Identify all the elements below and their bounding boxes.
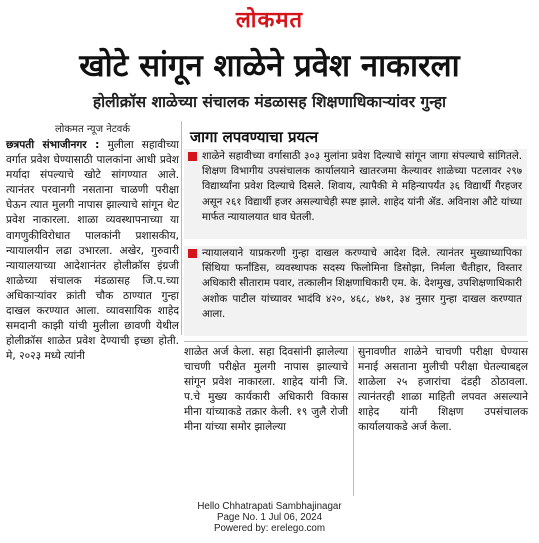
footer-page: Page No. 1 Jul 06, 2024 xyxy=(216,512,323,523)
column-divider xyxy=(181,121,182,335)
box-title: जागा लपवण्याचा प्रयत्न xyxy=(190,128,319,146)
dateline: छत्रपती संभाजीनगर : xyxy=(6,139,100,151)
section-divider xyxy=(184,341,528,342)
footer-powered: Powered by: erelego.com xyxy=(213,523,326,534)
footer xyxy=(0,501,539,534)
column-2: शाळेत अर्ज केला. सहा दिवसांनी झालेल्या चाचणी परीक्षेत मुलगी नापास झाल्याचे सांगून प्रवेश नाकारला. शाहेद यांनी जि. प.चे मुख्य कार्यकारी अधिकारी विकास मीना यांच्याकडे तक्रार केली. १९ जुलै रोजी मीना यांच्या समोर झालेल्या xyxy=(184,346,348,434)
column-divider xyxy=(353,346,354,496)
column-1-text: मुलीला सहावीच्या वर्गात प्रवेश घेण्यासाठी पालकांना आधी प्रवेश मर्यादा संपल्याचे खोटे सांगण्यात आले. त्यानंतर परवानगी नसताना चाळणी परीक्षा घेऊन त्यात मुलगी नापास झाल्याचे सांगून थेट प्रवेश नाकारला. शाळा व्यवस्थापनाच्या या वागणुकीविरोधात पालकांनी प्रशासकीय, न्यायालयीन लढा उभारला. अखेर, गुरुवारी न्यायालयाच्या आदेशानंतर होलीक्रॉस इंग्रजी शाळेच्या संचालक मंडळासह जि.प.च्या अधिकाऱ्यांवर क्रांती चौक ठाण्यात गुन्हा दाखल करण्यात आला. व्यावसायिक शाहेद समदानी काझी यांची मुलीला छावणी येथील होलीक्रॉस शाळेत प्रवेश देण्याची इच्छा होती. मे, २०२३ मध्ये त्यांनी xyxy=(6,139,179,363)
bullet-icon xyxy=(188,249,197,258)
info-box-2 xyxy=(184,246,527,336)
info-box-2-text: न्यायालयाने याप्रकरणी गुन्हा दाखल करण्याचे आदेश दिले. त्यानंतर मुख्याध्यापिका सिंथिया फर्नांडिस, व्यवस्थापक सदस्य फिलोमिना डिसोझा, निर्मला चैतीहार, विस्तार अधिकारी सीताराम पवार, तत्कालीन शिक्षणाधिकारी एम. के. देशमुख, उपशिक्षणाधिकारी अशोक पाटील यांच्यावर भादंवि ४२०, ४६८, ४७१, ३४ नुसार गुन्हा दाखल करण्यात आला. xyxy=(202,248,522,320)
column-1-body xyxy=(6,138,179,364)
info-box-1-text: शाळेने सहावीच्या वर्गासाठी ३०३ मुलांना प्रवेश दिल्याचे सांगून जागा संपल्याचे सांगितले. शिक्षण विभागीय उपसंचालक कार्यालयाने खातरजमा केल्यावर शाळेच्या पटलावर २९७ विद्यार्थ्यांना प्रवेश दिल्याचे दिसले. शिवाय, त्यापैकी मे महिन्यापर्यंत ३६ विद्यार्थी गैरहजर असून २६१ विद्यार्थी हजर असल्याचेही स्पष्ट झाले. शाहेद यांनी ॲड. अविनाश औटे यांच्या मार्फत न्यायालयात धाव घेतली. xyxy=(202,151,522,223)
subheadline: होलीक्रॉस शाळेच्या संचालक मंडळासह शिक्षणाधिकाऱ्यांवर गुन्हा xyxy=(92,93,447,111)
footer-edition: Hello Chhatrapati Sambhajinagar xyxy=(197,501,342,512)
headline: खोटे सांगून शाळेने प्रवेश नाकारला xyxy=(79,48,460,84)
masthead-logo-text: लोकमत xyxy=(235,7,304,33)
column-3: सुनावणीत शाळेने चाचणी परीक्षा घेण्यास मनाई असताना मुलीची परीक्षा घेतल्याबद्दल शाळेला २५ हजारांचा दंडही ठोठावला. त्यानंतरही शाळा माहिती लपवत असल्याने शाहेद यांनी शिक्षण उपसंचालक कार्यालयाकडे अर्ज केला. xyxy=(358,346,528,434)
column-1 xyxy=(6,121,179,364)
bullet-icon xyxy=(188,152,197,161)
byline: लोकमत न्यूज नेटवर्क xyxy=(54,124,131,135)
masthead-logo xyxy=(0,4,539,38)
info-box-1 xyxy=(184,149,527,239)
